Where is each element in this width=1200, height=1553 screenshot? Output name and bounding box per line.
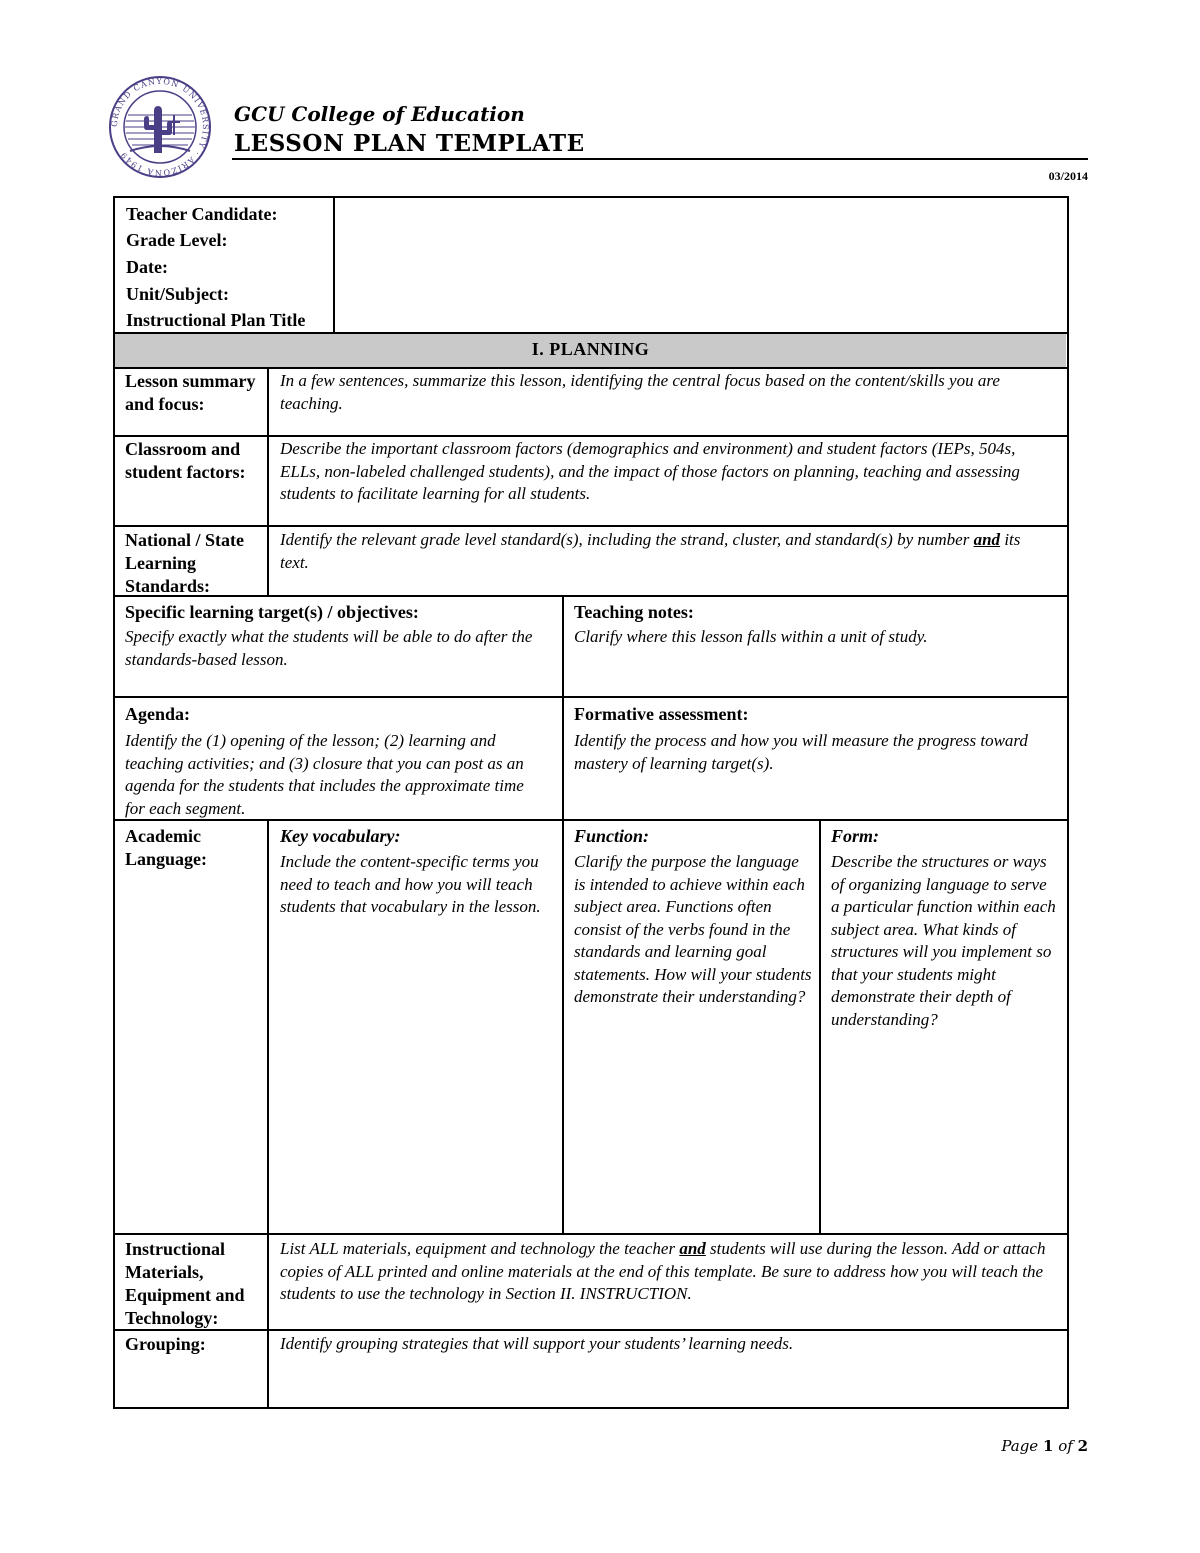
divider bbox=[113, 1233, 1069, 1235]
divider bbox=[113, 1329, 1069, 1331]
standards-hint[interactable]: Identify the relevant grade level standard(s), including the strand, cluster, and standard(s) by number and its text. bbox=[280, 530, 1021, 572]
academic-language-label: Academic Language: bbox=[125, 826, 208, 869]
template-version: 03/2014 bbox=[1048, 169, 1088, 183]
form-hint[interactable]: Describe the structures or ways of organizing language to serve a particular function within each subject area. What kinds of structures will you implement so that your students might demonstrate their depth of understanding? bbox=[831, 852, 1056, 1029]
divider bbox=[113, 525, 1069, 527]
divider bbox=[562, 595, 564, 819]
page-number: Page 1 of 2 bbox=[1001, 1437, 1088, 1455]
divider bbox=[562, 819, 564, 1233]
divider bbox=[113, 367, 1069, 369]
emphasis-and: and bbox=[679, 1239, 706, 1258]
divider bbox=[113, 435, 1069, 437]
college-name: GCU College of Education bbox=[234, 102, 525, 126]
date-label: Date: bbox=[126, 257, 168, 277]
teacher-candidate-label: Teacher Candidate: bbox=[126, 204, 278, 224]
form-heading: Form: bbox=[831, 826, 880, 846]
page-title: LESSON PLAN TEMPLATE bbox=[234, 130, 585, 157]
grouping-hint[interactable]: Identify grouping strategies that will support your students’ learning needs. bbox=[280, 1334, 794, 1353]
university-seal-logo bbox=[108, 75, 212, 179]
key-vocabulary-heading: Key vocabulary: bbox=[280, 826, 401, 846]
unit-subject-label: Unit/Subject: bbox=[126, 284, 229, 304]
function-heading: Function: bbox=[574, 826, 650, 846]
objectives-heading: Specific learning target(s) / objectives: bbox=[125, 602, 419, 622]
divider bbox=[113, 819, 1069, 821]
divider bbox=[819, 819, 821, 1233]
formative-assessment-hint[interactable]: Identify the process and how you will measure the progress toward mastery of learning target(s). bbox=[574, 731, 1028, 773]
key-vocabulary-hint[interactable]: Include the content-specific terms you need to teach and how you will teach students that vocabulary in the lesson. bbox=[280, 852, 541, 916]
objectives-hint[interactable]: Specify exactly what the students will be able to do after the standards-based lesson. bbox=[125, 627, 533, 669]
header-rule bbox=[232, 158, 1088, 160]
divider bbox=[267, 819, 269, 1409]
planning-section-title: I. PLANNING bbox=[531, 339, 650, 359]
classroom-factors-hint[interactable]: Describe the important classroom factors (demographics and environment) and student factors (IEPs, 504s, ELLs, non-labeled challenged students), and the impact of those factors on planning, teaching and assessing students to facilitate learning for all students. bbox=[280, 439, 1020, 503]
formative-assessment-heading: Formative assessment: bbox=[574, 704, 749, 724]
lesson-summary-label: Lesson summary and focus: bbox=[125, 371, 256, 414]
agenda-hint[interactable]: Identify the (1) opening of the lesson; (2) learning and teaching activities; and (3) closure that you can post as an agenda for the students that includes the approximate time for each segment. bbox=[125, 731, 524, 818]
info-divider bbox=[333, 196, 335, 334]
divider bbox=[113, 595, 1069, 597]
plan-title-label: Instructional Plan Title bbox=[126, 310, 306, 330]
divider bbox=[267, 367, 269, 595]
divider bbox=[113, 696, 1069, 698]
teaching-notes-heading: Teaching notes: bbox=[574, 602, 694, 622]
materials-label: Instructional Materials, Equipment and Technology: bbox=[125, 1239, 245, 1328]
lesson-summary-hint[interactable]: In a few sentences, summarize this lesson, identifying the central focus based on the content/skills you are teaching. bbox=[280, 371, 1000, 413]
svg-text:GRAND CANYON UNIVERSITY · ARIZ: GRAND CANYON UNIVERSITY · ARIZONA 1949 bbox=[109, 76, 211, 178]
materials-hint[interactable]: List ALL materials, equipment and technology the teacher and students will use during the lesson. Add or attach copies of ALL printed and online materials at the end of this template. Be sure to address how you will teach the students to use the technology in Section II. INSTRUCTION. bbox=[280, 1239, 1046, 1303]
info-values-cell[interactable] bbox=[336, 199, 1066, 332]
teaching-notes-hint[interactable]: Clarify where this lesson falls within a unit of study. bbox=[574, 627, 928, 646]
emphasis-and: and bbox=[973, 530, 1001, 549]
function-hint[interactable]: Clarify the purpose the language is intended to achieve within each subject area. Functions often consist of the verbs found in the standards and learning goal statements. How will your students demonstrate their understanding? bbox=[574, 852, 812, 1006]
agenda-heading: Agenda: bbox=[125, 704, 191, 724]
grade-level-label: Grade Level: bbox=[126, 230, 228, 250]
grouping-label: Grouping: bbox=[125, 1334, 206, 1354]
standards-label: National / State Learning Standards: bbox=[125, 530, 244, 596]
classroom-factors-label: Classroom and student factors: bbox=[125, 439, 246, 482]
